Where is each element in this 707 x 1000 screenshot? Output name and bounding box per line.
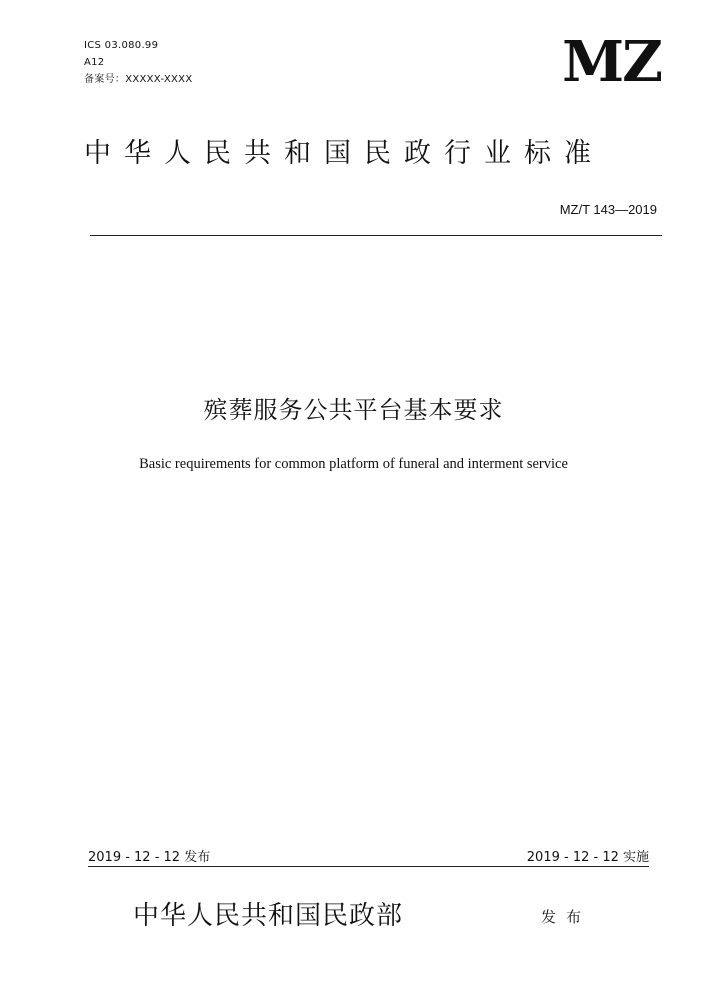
document-title-cn: 殡葬服务公共平台基本要求 bbox=[203, 396, 504, 424]
issue-label: 发布 bbox=[541, 908, 592, 926]
filing-number: 备案号：XXXXX-XXXX bbox=[84, 74, 193, 85]
standard-category-title: 中华人民共和国民政行业标准 bbox=[84, 138, 604, 169]
date-divider bbox=[88, 866, 649, 867]
standard-number: MZ/T 143—2019 bbox=[559, 202, 657, 217]
header-divider bbox=[90, 235, 662, 236]
mz-logo: MZ bbox=[562, 29, 661, 95]
issuing-authority: 中华人民共和国民政部 bbox=[133, 901, 404, 931]
issue-date: 2019 - 12 - 12 发布 bbox=[88, 850, 211, 865]
implementation-date: 2019 - 12 - 12 实施 bbox=[526, 850, 649, 865]
ics-code: ICS 03.080.99 bbox=[84, 40, 159, 51]
classification-codes bbox=[84, 37, 192, 88]
ccs-code: A12 bbox=[84, 57, 105, 68]
document-title-en: Basic requirements for common platform of funeral and interment service bbox=[139, 456, 568, 472]
